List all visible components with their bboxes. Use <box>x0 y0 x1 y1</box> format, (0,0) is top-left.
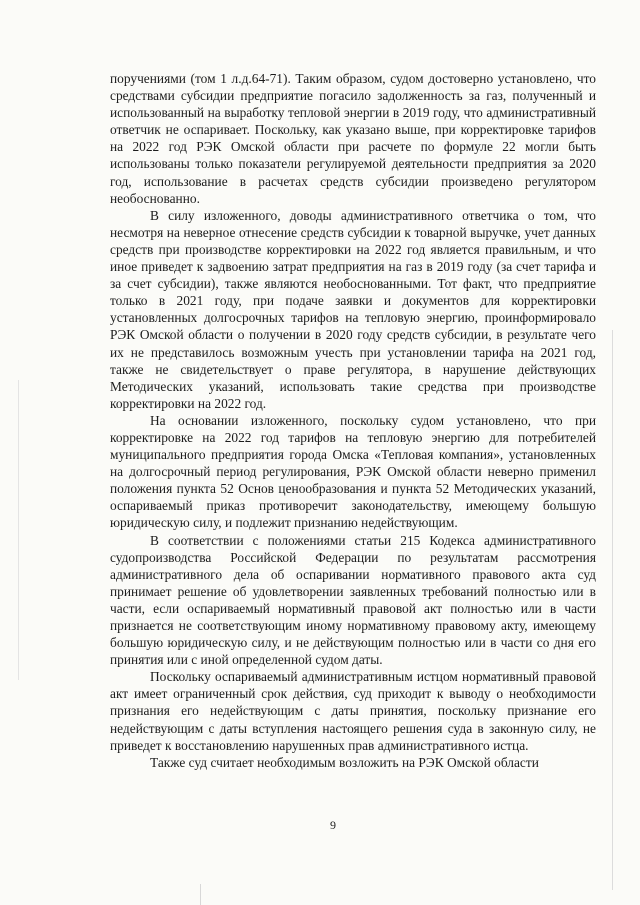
document-body <box>110 70 596 771</box>
paragraph-5: Поскольку оспариваемый административным истцом нормативный правовой акт имеет ограниченный срок действия, суд приходит к выводу о необходимости признания его недействующим с даты принятия, поскольку признание его недействующим с даты вступления настоящего решения суда в законную силу, не приведет к восстановлению нарушенных прав административного истца. <box>110 669 596 753</box>
paragraph-3: На основании изложенного, поскольку судом установлено, что при корректировке на 2022 год тарифов на тепловую энергию для потребителей муниципального предприятия города Омска «Тепловая компания», установленных на долгосрочный период регулирования, РЭК Омской области неверно применил положения пункта 52 Основ ценообразования и пункта 52 Методических указаний, оспариваемый приказ противоречит законодательству, имеющему большую юридическую силу, и подлежит признанию недействующим. <box>110 412 596 531</box>
scan-margin-line <box>18 380 19 680</box>
paragraph-6: Также суд считает необходимым возложить на РЭК Омской области <box>150 754 539 770</box>
paragraph-4: В соответствии с положениями статьи 215 Кодекса административного судопроизводства Российской Федерации по результатам рассмотрения административного дела об оспаривании нормативного правового акта суд принимает решение об удовлетворении заявленных требований полностью или в части, если оспариваемый нормативный правовой акт полностью или в части признается не соответствующим иному нормативному правовому акту, имеющему большую юридическую силу, и не действующим полностью или в части со дня его принятия или с иной определенной судом даты. <box>110 532 596 668</box>
paragraph-2: В силу изложенного, доводы административного ответчика о том, что несмотря на неверное отнесение средств субсидии к товарной выручке, учет данных средств при производстве корректировки на 2022 год является правильным, и что иное приведет к задвоению затрат предприятия на газ в 2019 году (за счет тарифа и за счет субсидии), также являются необоснованными. Тот факт, что предприятие только в 2021 году, при подаче заявки и документов для корректировки установленных долгосрочных тарифов на тепловую энергию, проинформировало РЭК Омской области о получении в 2020 году средств субсидии, в результате чего их не представилось возможным учесть при установлении тарифа на 2021 год, также не свидетельствует о праве регулятора, в нарушение действующих Методических указаний, использовать такие средства при производстве корректировки на 2022 год. <box>110 207 596 411</box>
scan-margin-line <box>612 330 613 890</box>
page-number: 9 <box>330 818 336 832</box>
scan-fold-line <box>200 884 201 905</box>
paragraph-1: поручениями (том 1 л.д.64-71). Таким образом, судом достоверно установлено, что средствами субсидии предприятие погасило задолженность за газ, полученный и использованный на выработку тепловой энергии в 2019 году, что административный ответчик не оспаривает. Поскольку, как указано выше, при корректировке тарифов на 2022 год РЭК Омской области при расчете по формуле 22 могли быть использованы только показатели регулируемой деятельности предприятия за 2020 год, использование в расчетах средств субсидии произведено регулятором необоснованно. <box>110 71 596 206</box>
